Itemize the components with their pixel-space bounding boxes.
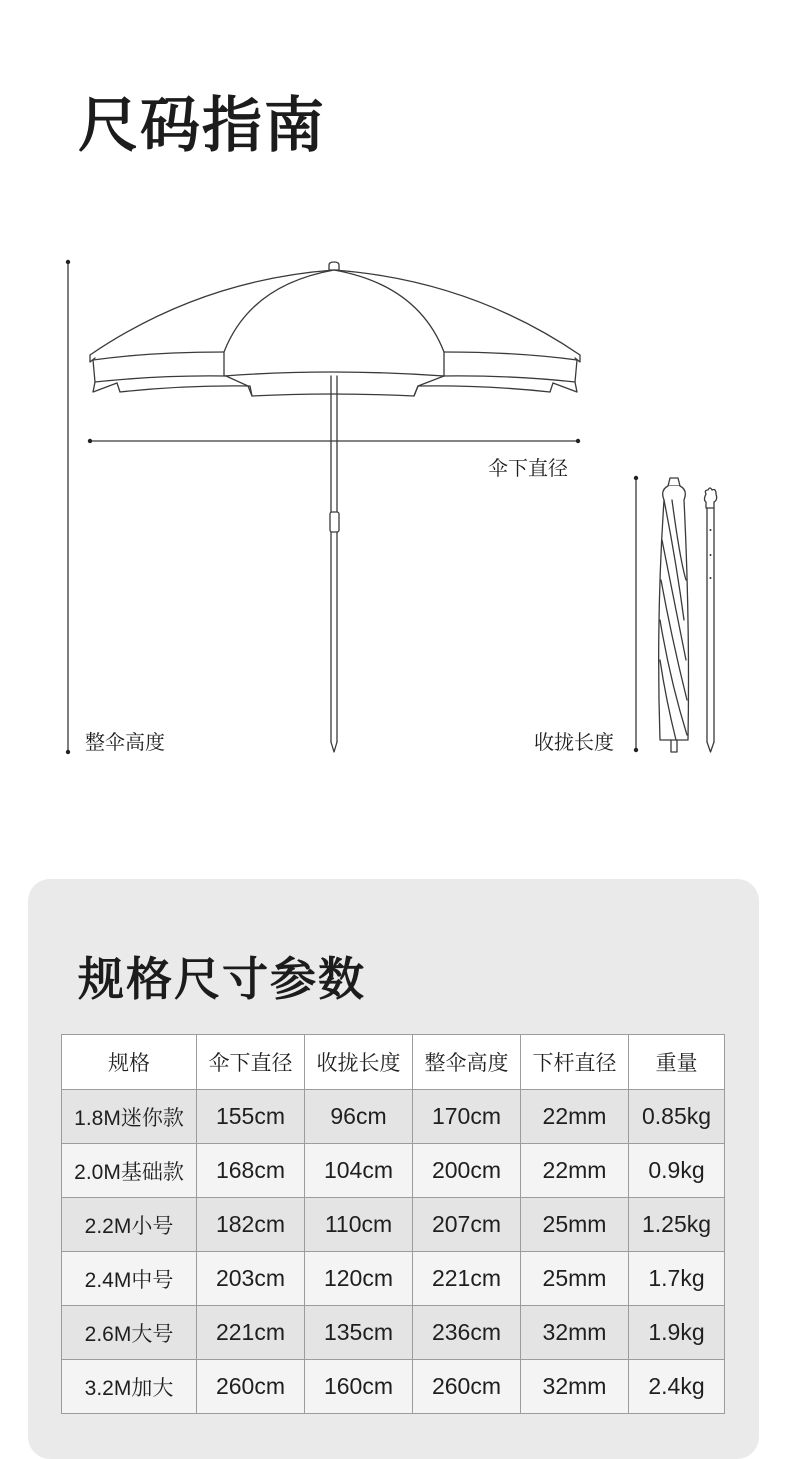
cell-total-height: 200cm [413,1144,521,1198]
cell-diameter: 221cm [197,1306,305,1360]
header-spec: 规格 [62,1035,197,1090]
spec-table-title: 规格尺寸参数 [78,952,366,1006]
header-diameter: 伞下直径 [197,1035,305,1090]
table-row [62,1090,725,1144]
cell-folded-length: 120cm [305,1252,413,1306]
pole-section-icon [705,488,717,752]
cell-pole-diameter: 32mm [521,1360,629,1414]
header-pole-diameter: 下杆直径 [521,1035,629,1090]
cell-spec: 1.8M迷你款 [62,1090,197,1144]
cell-diameter: 203cm [197,1252,305,1306]
cell-weight: 1.9kg [629,1306,725,1360]
cell-spec: 2.0M基础款 [62,1144,197,1198]
cell-pole-diameter: 25mm [521,1198,629,1252]
cell-total-height: 236cm [413,1306,521,1360]
header-folded-length: 收拢长度 [305,1035,413,1090]
umbrella-canopy-icon [90,262,580,396]
cell-folded-length: 160cm [305,1360,413,1414]
cell-weight: 1.25kg [629,1198,725,1252]
cell-total-height: 221cm [413,1252,521,1306]
cell-pole-diameter: 22mm [521,1090,629,1144]
cell-folded-length: 135cm [305,1306,413,1360]
umbrella-pole-icon [330,376,339,752]
cell-pole-diameter: 22mm [521,1144,629,1198]
table-row [62,1360,725,1414]
cell-total-height: 260cm [413,1360,521,1414]
folded-length-label: 收拢长度 [534,730,614,754]
cell-spec: 2.4M中号 [62,1252,197,1306]
cell-pole-diameter: 32mm [521,1306,629,1360]
cell-diameter: 168cm [197,1144,305,1198]
total-height-dimension-line [66,260,70,754]
spec-table-header-row [62,1035,725,1090]
cell-weight: 2.4kg [629,1360,725,1414]
cell-diameter: 260cm [197,1360,305,1414]
table-row [62,1144,725,1198]
cell-weight: 0.9kg [629,1144,725,1198]
cell-pole-diameter: 25mm [521,1252,629,1306]
header-weight: 重量 [629,1035,725,1090]
diameter-dimension-line [88,439,580,443]
folded-umbrella-icon [659,478,689,752]
cell-diameter: 155cm [197,1090,305,1144]
folded-length-dimension-line [634,476,638,752]
header-total-height: 整伞高度 [413,1035,521,1090]
diameter-label: 伞下直径 [488,456,568,480]
cell-weight: 1.7kg [629,1252,725,1306]
cell-diameter: 182cm [197,1198,305,1252]
cell-total-height: 170cm [413,1090,521,1144]
cell-total-height: 207cm [413,1198,521,1252]
spec-table [61,1034,725,1414]
cell-folded-length: 104cm [305,1144,413,1198]
table-row [62,1252,725,1306]
cell-spec: 2.6M大号 [62,1306,197,1360]
cell-weight: 0.85kg [629,1090,725,1144]
cell-folded-length: 110cm [305,1198,413,1252]
table-row [62,1306,725,1360]
cell-folded-length: 96cm [305,1090,413,1144]
cell-spec: 2.2M小号 [62,1198,197,1252]
page-title: 尺码指南 [78,91,326,161]
total-height-label: 整伞高度 [85,730,165,754]
cell-spec: 3.2M加大 [62,1360,197,1414]
table-row [62,1198,725,1252]
